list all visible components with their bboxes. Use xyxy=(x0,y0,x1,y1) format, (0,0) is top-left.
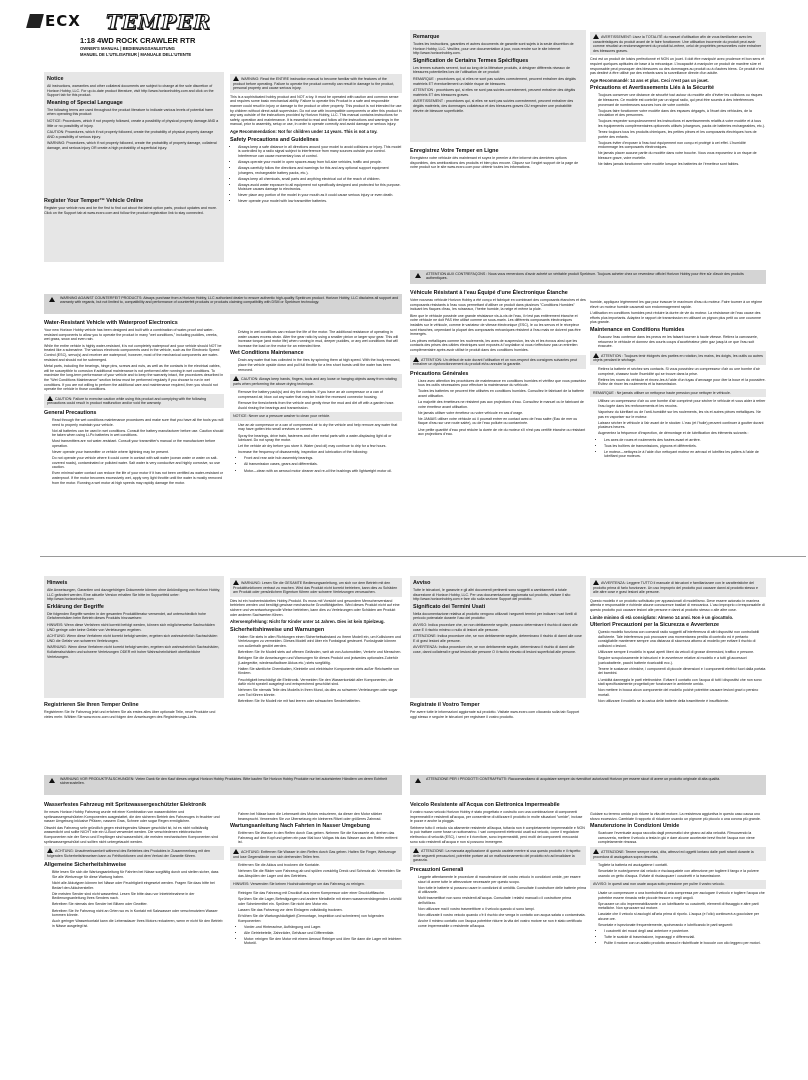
de-water-p1: Ihr neues Horizon Hobby Fahrzeug wurde mit einer Kombination von wasserdichten und spritzwassergeschützten Komponenten ausgestattet, die den sicheren Betrieb des Fahrzeuges in feuchter und nasser Umgebung inklusive Pfützen, nassem Gras, Schnee oder sogar Regen ermöglichen. xyxy=(44,810,220,824)
fr-remarque-text: Toutes les instructions, garanties et autres documents de garantie sont sujets à la seule discrétion de Horizon Hobby, LLC. Veuillez, pour une documentation à jour, vous rendre sur le site internet http://www.horizonhobby.com. xyxy=(413,42,574,56)
fr-attention-hang xyxy=(590,351,766,365)
list-item: • Molti trasmettitori non sono resistenti all'acqua. Consultate i relativi manuali o il costruttore prima dell'utilizzo. xyxy=(418,896,586,905)
en-intro xyxy=(44,72,224,262)
fr-general-list xyxy=(410,379,586,437)
en-safety xyxy=(230,72,402,206)
en-notice-pressure: NOTICE: Never use a pressure washer to clean your vehicle. xyxy=(230,412,402,421)
list-item: • Ne faites jamais fonctionner votre modèle lorsque les batteries de l'émetteur sont faibles. xyxy=(598,162,766,167)
fr-remarque-term: REMARQUE : procédures qui, si elles ne sont pas suivies correctement, peuvent entraîner des dégâts matériels ET éventuellement un faible risque de blessures. xyxy=(413,76,576,86)
fr-maint-list-3 xyxy=(590,399,766,436)
list-item: • Non utilizzare mai il vostro trasmettitore o il veicolo quando ci sono lampi. xyxy=(418,907,586,912)
de-register xyxy=(44,700,224,721)
de-warning-read xyxy=(230,578,402,597)
it-water-p2: Sebbene tutto il veicolo sia altamente resistente all'acqua, tuttavia non è completamente impermeabile e NON lo può trattare come fosse un sottomarino. I vari componenti elettronici usati sul veicolo, come il regolatore elettronico di velocità (ESC), i servi e il ricevitore, sono impermeabili, però molti dei componenti meccanici sono solo resistenti all'acqua e non si possono immergere. xyxy=(410,825,585,844)
list-item: • Befolgen Sie die Anweisungen und Warnungen für dieses Produkt und jedwedes optionales Zubehör (Ladegeräte, wiederaufladbare Akkus etc.) stets sorgfältig. xyxy=(238,656,402,665)
list-item: • Bitte lesen Sie sich die Wartungsanleitung für Fahrten bei Nässe sorgfältig durch und stellen sicher, dass Sie alle Werkzeuge für diese Wartung haben. xyxy=(52,870,224,879)
fr-humid-text-2: L'utilisation en conditions humides peut réduire la durée de vie du moteur. La résistance de l'eau cause des efforts plus importants. Adaptez le rapport de transmission en utilisant un pignon plus petit ou une couronne plus grande. xyxy=(590,311,761,325)
fr-avert-read xyxy=(590,32,766,55)
en-general-heading: General Precautions xyxy=(44,409,97,416)
de-wart-heading: Wartungsanleitung Nach Fahrten in Nasser Umgebung xyxy=(230,823,370,830)
en-notice-heading: Notice xyxy=(47,76,64,82)
list-item: • Betreiben Sie Ihr Modell stets auf offenen Geländen, weit ab von Automobilen, Verkehr und Menschen. xyxy=(238,650,402,655)
list-item: • Seguire scrupolosamente le istruzioni e le avvertenze relative al modello e a tutti gli accessori (caricabatterie, pacchi batterie ricaricabili ecc.). xyxy=(598,656,766,665)
it-manut-list-3 xyxy=(590,891,766,928)
de-general-list xyxy=(44,870,224,928)
list-item: • Erhöhen Sie die Wartungshäufigkeit (Demontage, Inspektion und schmieren) von folgenden Komponenten: xyxy=(238,914,402,923)
list-item: • L'umidità danneggia le parti elettroniche. Evitare il contatto con l'acqua di tutti i dispositivi che non sono stati specificatamente progettati per funzionare in ambiente umido. xyxy=(598,678,766,687)
caution-icon xyxy=(593,353,599,358)
caution-icon xyxy=(593,849,599,854)
list-item: • Betreiben Sie niemals den Sender bei Blitzen oder Gewitter. xyxy=(52,902,224,907)
page-divider xyxy=(40,556,806,557)
en-caution-wet-text: CAUTION: Failure to exercise caution while using this product and complying with the following precautions could result in product malfunction and/or void the warranty. xyxy=(47,396,207,406)
de-wart-list-3 xyxy=(230,891,402,923)
en-water-heading: Water-Resistant Vehicle with Waterproof Electronics xyxy=(44,320,178,326)
list-item: • Do not operate your vehicle where it could come in contact with salt water (ocean water or water on salt-covered roads), contaminated or polluted water. Salt water is very conductive and highly corrosive, so use caution. xyxy=(52,456,224,470)
de-erk-achtung: ACHTUNG: Wenn diese Verfahren nicht korrekt befolgt werden, ergeben sich wahrscheinlich Sachschäden UND die Gefahr von schweren Verletzungen. xyxy=(47,634,218,643)
list-item: • Driving in wet conditions can reduce the life of the motor. The additional resistance of operating in water causes excess strain. Alter the gear ratio by using a smaller pinion or larger spur gear. This will increase torque (and motor life) when running in mud, deeper puddles, or any wet conditions that will increase the load on the motor for an extended time. xyxy=(238,330,402,348)
it-sign-heading: Significato dei Termini Usati xyxy=(413,603,486,610)
en-water-p2: While the entire vehicle is highly water-resistant, it is not completely waterproof and your vehicle should NOT be treated like a submarine. The various electronic components used in the vehicle, such as the Electronic Speed Control (ESC), servo(s) and receiver are waterproof, however, most of the mechanical components are water-resistant and should not be submerged. xyxy=(44,343,222,362)
fr-intro xyxy=(410,30,586,142)
caution-icon xyxy=(47,848,53,853)
list-item: • Pulite il motore con un adatto prodotto aerosol e rilubrificate le boccole con olio leggero per motori. xyxy=(604,941,766,946)
list-item: • Halten Sie sämtliche Chemikalien, Kleinteile und elektrische Komponente stets außer Reichweite von Kindern. xyxy=(238,667,402,676)
de-counterfeit-warning xyxy=(44,775,402,795)
it-register-text: Per avere tutte le informazioni aggiornate sul prodotto. Visitate www.ecxrc.com cliccando sulla tab Support oggi stesso e seguire le istruzioni per registrare il vostro prodotto. xyxy=(410,710,580,719)
list-item: • Alle Getriebeteile, Zahnräder, Gehäuse und Differentiale. xyxy=(244,931,402,936)
it-general-heading: Precauzioni Generali xyxy=(410,866,464,873)
warning-icon xyxy=(49,297,55,302)
fr-general-heading: Précautions Générales xyxy=(410,370,469,377)
list-item: • Never operate your model with low transmitter batteries. xyxy=(238,199,402,204)
fr-prec-heading: Précautions et Avertissements Liés à la Sécurité xyxy=(590,85,714,92)
list-item: • Non utilizzare il modello se la carica delle batterie della trasmittente è insufficiente. xyxy=(598,699,766,704)
list-item: • Use an air compressor or a can of compressed air to dry the vehicle and help remove any water that may have gotten into small crevices or corners. xyxy=(238,423,402,432)
it-safety xyxy=(590,576,766,772)
fr-register-text: Enregistrez votre véhicule dès maintenant et soyez le premier à être informé des dernières options disponibles, des améliorations des produits et bien plus encore. Cliquez sur l'onglet support de la page de votre produit sur le site www.ecxrc.com pour obtenir toutes les informations. xyxy=(410,156,579,170)
en-register xyxy=(44,196,224,217)
en-caution-wet xyxy=(44,394,224,408)
de-maintenance xyxy=(230,812,402,1070)
en-register-heading: Register Your Temper™ Vehicle Online xyxy=(44,198,144,204)
it-manut-list xyxy=(590,831,766,845)
it-avviso-heading: Avviso xyxy=(413,580,431,586)
de-general-heading: Allgemeine Sicherheitshinweise xyxy=(44,862,127,869)
de-intro xyxy=(44,576,224,698)
de-hinweis-text: Alle Anweisungen, Garantien und dazugehörigen Dokumente können ohne Ankündigung von Horizon Hobby, LLC geändert werden. Eine aktuelle Version erhalten Sie bitte im Supportfeld unter: http://www.horizonhobby.com xyxy=(47,588,221,602)
ecx-logo xyxy=(28,12,81,30)
de-safety xyxy=(230,576,402,762)
list-item: • La majorité des émetteurs ne résistent pas aux projections d'eau. Consultez le manuel ou le fabricant de votre émetteur avant utilisation. xyxy=(418,400,586,409)
fr-attention-box-text: ATTENTION: Un défaut de soin durant l'utilisation et un non-respect des consignes suivantes peut entraîner un dysfonctionnement du produit et/ou annuler la garantie. xyxy=(413,357,578,367)
list-item: • Smontate e ispezionate frequentemente, spolverando e lubrificando le parti seguenti: xyxy=(598,923,766,928)
ecx-mark-icon xyxy=(26,14,44,28)
it-avviso-term: AVVISO: Indica procedure che, se non debitamente seguite, possono determinare il rischio di danni alle cose E il rischio minimo o nullo di lesioni alle persone. xyxy=(413,622,578,632)
list-item: • Read through the wet conditions maintenance procedures and make sure that you have all the tools you will need to properly maintain your vehicle. xyxy=(52,418,224,427)
list-item: • Spruzzare un olio impermeabilizzante o un lubrificante su cuscinetti, elementi di fissaggio e altre parti metalliche. Non spruzzare sul motore. xyxy=(598,902,766,911)
fr-sub-list xyxy=(590,438,766,459)
list-item: • Smontate le ruote/gomme dal veicolo e risciacquatele con attenzione per togliere il fango e la polvere usando un getto d'acqua. Evitate di risciacquare i cuscinetti e la trasmissione. xyxy=(598,869,766,878)
list-item: • Les axes de roues et roulements des fusées avant et arrière. xyxy=(604,438,766,443)
it-water-p1: Il vostro nuovo veicolo Horizon Hobby è stato progettato e costruito con una combinazione di componenti impermeabili e resistenti all'acqua, per consentirne di utilizzare il prodotto in molte situazioni "umide", incluse le pozze e anche la pioggia. xyxy=(410,810,583,824)
de-sub-list xyxy=(230,925,402,946)
it-water xyxy=(410,800,586,1070)
list-item: • Never operate your transmitter or vehicle where lightning may be present. xyxy=(52,450,224,455)
it-attenz-hang-text: ATTENZIONE: Tenere sempre mani, dita, attrezzi ed oggetti lontano dalle parti rotanti durante la procedura di asciugatura sopra descritta. xyxy=(593,849,754,859)
en-meaning-caution: CAUTION: Procedures, which if not properly followed, create the probability of physical property damage AND a possibility of serious injury. xyxy=(47,130,214,139)
list-item: • Non tutte le batterie si possono usare in condizioni di umidità. Consultate il costruttore delle batterie prima di utilizzarle. xyxy=(418,886,586,895)
it-counterfeit-warning xyxy=(410,775,766,795)
list-item: • Front and rear axle hub assembly bearings. xyxy=(244,456,402,461)
it-register-heading: Registrate il Vostro Temper xyxy=(410,702,480,708)
list-item: • Retirez la batterie et séchez ses contacts. Si vous possédez un compresseur d'air ou une bombe d'air comprimé, chassez toute l'humidité qui se trouve dans la prise. xyxy=(598,367,766,376)
warning-icon xyxy=(415,273,421,278)
fr-maintenance xyxy=(590,300,766,550)
en-wet-maint-heading: Wet Conditions Maintenance xyxy=(230,350,304,357)
list-item: • Utilizzare sempre il modello in spazi aperti liberi da veicoli di grosse dimensioni, traffico e persone. xyxy=(598,650,766,655)
fr-water-p1: Votre nouveau véhicule Horizon Hobby a été conçu et fabriqué en combinant des composants étanches et des composants résistants à l'eau vous permettant d'utiliser ce produit dans plusieurs "Conditions Humides" incluant les flaques d'eau, les ruisseaux, l'herbe humide, la neige et même la pluie. xyxy=(410,298,586,312)
en-sophisticated-text: This is a sophisticated hobby product and NOT a toy. It must be operated with caution and common sense and requires some basic mechanical ability. Failure to operate this Product in a safe and responsible manner could result in injury or damage to the product or other property. This product is not intended for use by children without direct adult supervision. Do not use with incompatible components or alter this product in any way outside of the instructions provided by Horizon Hobby, LLC. This manual contains instructions for safety, operation and maintenance. It is essential to read and follow all the instructions and warnings in the manual, prior to assembly, setup or use, in order to operate correctly and avoid damage or serious injury. xyxy=(230,94,402,127)
en-caution-hang xyxy=(230,374,402,388)
list-item: • Let the vehicle air dry before you store it. Water (and oil) may continue to drip for a few hours. xyxy=(238,444,402,449)
it-register xyxy=(410,700,586,721)
it-avvert-read-text: AVVERTENZA: Leggere TUTTO il manuale di istruzioni e familiarizzare con le caratteristiche del prodotto prima di farlo funzionare. Un uso improprio del prodotto può causare danni al prodotto stesso e alle altre cose e gravi lesioni alle persone. xyxy=(593,581,759,595)
de-wart-list-2 xyxy=(230,863,402,878)
it-intro xyxy=(410,576,586,698)
list-item: • Vaporisez du lubrifiant ou de l'anti-humidité sur les roulements, les vis et autres pièces métalliques. Ne pas en vaporiser sur le moteur. xyxy=(598,410,766,419)
list-item: • Ne jamais utiliser votre émetteur ou votre véhicule en cas d'orage. xyxy=(418,411,586,416)
it-avviso-pressure: AVVISO: In questi casi non usate acqua sotto pressione per pulire il vostro veicolo. xyxy=(590,880,766,889)
list-item: • Drain any water that has collected in the tires by spinning them at high speed. With the body removed, place the vehicle upside down and pull full throttle for a few short bursts until the water has been removed. xyxy=(238,358,402,372)
it-attenz-box xyxy=(410,846,586,865)
it-counterfeit-text: ATTENZIONE PER I PRODOTTI CONTRAFFATTI: Raccomandiamo di acquistare sempre da rivenditori autorizzati Horizon per essere sicuri di avere un prodotto originale di alta qualità. xyxy=(426,777,721,781)
fr-attention-box xyxy=(410,355,586,369)
fr-water-heading: Véhicule Résistant à l'eau Équipé d'une Électronique Étanche xyxy=(410,290,568,296)
en-warning-read xyxy=(230,74,402,93)
list-item: • Ne JAMAIS utiliser votre véhicule où il pourrait entrer en contact avec de l'eau salée (Eau de mer ou flaque d'eau sur une route salée), ou de l'eau polluée ou contaminée. xyxy=(418,417,586,426)
list-item: • Always keep a safe distance in all directions around your model to avoid collisions or injury. This model is controlled by a radio signal subject to interference from many sources outside your control. Interference can cause momentary loss of control. xyxy=(238,145,402,159)
list-item: • Retirez les roues du véhicule et rincez-les à l'aide d'un tuyau d'arrosage pour ôter la boue et la poussière. Évitez de rincer les roulements et la transmission. xyxy=(598,378,766,387)
list-item: • Remove the tires/wheels from the vehicle and gently rinse the mud and dirt off with a garden hose. Avoid rinsing the bearings and transmission. xyxy=(238,401,402,410)
list-item: • Lisez avec attention les procédures de maintenance en conditions humides et vérifiez que vous possédez tous les outils nécessaires pour effectuer la maintenance du véhicule. xyxy=(418,379,586,388)
list-item: • Lasciate che il veicolo si asciughi all'aria prima di riporlo. L'acqua (e l'olio) continuerà a gocciolare per alcune ore. xyxy=(598,912,766,921)
de-water-heading: Wasserfestes Fahrzeug mit Spritzwassergeschützter Elektronik xyxy=(44,802,207,808)
list-item: • Remove the battery pack(s) and dry the contacts. If you have an air compressor or a can of compressed air, blow out any water that may be inside the recessed connector housing. xyxy=(238,390,402,399)
model-title: 1:18 4WD ROCK CRAWLER RTR xyxy=(80,36,196,45)
list-item: • Toujours respecter scrupuleusement les instructions et avertissements relatifs à votre modèle et à tous les équipements complémentaires optionnels utilisés (chargeurs, packs de batteries rechargeables, etc.). xyxy=(598,119,766,128)
list-item: • Toujours éviter d'exposer à l'eau tout équipement non conçu et protégé à cet effet. L'humidité endommage les composants électroniques. xyxy=(598,141,766,150)
list-item: • Leggete attentamente le procedure di manutenzione del vostro veicolo in condizioni umide, per essere sicuri di avere tutte le attrezzature necessarie per questo scopo. xyxy=(418,875,586,884)
en-age-recommendation: Age Recommendation: Not for children under 14 years. This is not a toy. xyxy=(230,128,378,134)
de-achtung-box xyxy=(44,846,224,860)
list-item: • Anche il minimo contatto con l'acqua potrebbe ridurre la vita del vostro motore se non è stato certificato come impermeabile o resistente all'acqua. xyxy=(418,919,586,928)
fr-prec-list xyxy=(590,93,766,166)
list-item: • Always operate your model in open spaces away from full-size vehicles, traffic and people. xyxy=(238,160,402,165)
list-item: • Le moteur—nettoyez-le à l'aide d'un nettoyant moteur en aérosol et lubrifiez les paliers à l'aide de lubrifiant pour moteurs. xyxy=(604,450,766,459)
it-avvert-read xyxy=(590,578,766,597)
list-item: • Spray the bearings, drive train, fasteners and other metal parts with a water-displacing light oil or lubricant. Do not spray the motor. xyxy=(238,434,402,443)
list-item: • Lassen Sie das Fahrzeug vor dem Einlagern vollständig trocknen. xyxy=(238,908,402,913)
en-warning-read-text: WARNING: Read the ENTIRE instruction manual to become familiar with the features of the product before operating. Failure to operate the product correctly can result in damage to the product, personal property and cause serious injury. xyxy=(233,77,395,91)
fr-register xyxy=(410,146,586,172)
list-item: • Ne jamais placer aucune partie du modèle dans votre bouche. Vous vous exposeriez à un risque de blessure grave, voire mortelle. xyxy=(598,151,766,160)
fr-avert-term: AVERTISSEMENT : procédures qui, si elles ne sont pas suivies correctement, peuvent entraîner des dégâts matériels, des dommages collatéraux et des blessures graves OU engendrer une probabilité élevée de blessure superficielle. xyxy=(413,99,574,113)
warning-icon xyxy=(49,778,55,783)
en-wet-maint-list-2 xyxy=(230,390,402,410)
en-water-p1: Your new Horizon Hobby vehicle has been designed and built with a combination of water-proof and water-resistant components to allow you to operate the product in many "wet conditions," including puddles, creeks, wet grass, snow and even rain. xyxy=(44,328,218,342)
list-item: • Scaricare l'eventuale acqua raccolta dagli pneumatici che girano ad alta velocità. Rimuovendo la carrozzeria, mettere il veicolo a testa in giù e dare alcune accelerate brevi finché l'acqua non viene completamente rimossa. xyxy=(598,831,766,845)
warning-icon xyxy=(593,580,599,585)
list-item: • Évacuez l'eau contenue dans les pneus en les faisant tourner à haute vitesse. Retirez la carrosserie, retournez le véhicule et donnez des courts coups d'accélérateur plein gaz jusqu'à ce que l'eau soit évacuée. xyxy=(598,335,766,349)
de-sophisticated-text: Dies ist ein hochentwickeltes Hobby-Produkt. Es muss mit Vorsicht und gesundem Menschenverstand betrieben werden und benötigt gewisse mechanische Grundfähigkeiten. Wird dieses Produkt nicht auf eine sichere und verantwortungsvolle Weise betrieben, kann dies zu Verletzungen oder Schäden am Produkt oder anderen Sachwerten führen. xyxy=(230,598,400,617)
it-avviso-text: Tutte le istruzioni, le garanzie e gli altri documenti pertinenti sono soggetti a cambiamenti a totale discrezione di Horizon Hobby, LLC. Per una documentazione aggiornata sul prodotto, visitare il sito http://www.horizonhobby.com e fare clic sulla sezione Support del prodotto. xyxy=(413,588,571,602)
warning-icon xyxy=(415,778,421,783)
de-safety-list xyxy=(230,635,402,704)
list-item: • Increase the frequency of disassembly, inspection and lubrication of the following: xyxy=(238,450,402,455)
en-meaning-heading: Meaning of Special Language xyxy=(47,99,123,106)
list-item: • Die meisten Sender sind nicht wasserfest. Lesen Sie bitte dazu vor Inbetriebnahme in der Bedienungsanleitung Ihres Senders nach. xyxy=(52,892,224,901)
caution-icon xyxy=(413,848,419,853)
en-general-list xyxy=(44,418,224,485)
fr-humid-text: humide, appliquez légèrement les gaz pour évacuer le maximum d'eau du moteur. Faire tourner à un régime élevé un moteur humide causerait son endommagement rapide. xyxy=(590,300,763,309)
list-item: • Reinigen Sie das Fahrzeug mit Druckluft aus einem Kompressor oder einer Druckluftflasche. xyxy=(238,891,402,896)
en-wet-maint-list xyxy=(230,358,402,372)
de-water-p2: Obwohl das Fahrzeug sehr gründlich gegen eindringendes Wasser geschützt ist, ist es nicht vollständig wasserdicht und sollte NICHT wie ein U-Boot verwendet werden. Die verschiedenen elektronischen Komponenten wie der Servo und Empfänger sind wasserdicht, die meisten mechanischen Komponenten sind spritzwassergeschützt und sollten nicht untergetaucht werden. xyxy=(44,825,218,844)
caution-icon xyxy=(233,376,239,381)
fr-maint-heading: Maintenance en Conditions Humides xyxy=(590,326,685,333)
de-driving-list xyxy=(230,812,402,821)
list-item: • Most transmitters are not water-resistant. Consult your transmitter's manual or the manufacturer before operation. xyxy=(52,439,224,448)
en-meaning-notice: NOTICE: Procedures, which if not properly followed, create a possibility of physical property damage AND a little or no possibility of injury. xyxy=(47,118,219,128)
it-water-heading: Veicolo Resistente all'Acqua con Elettronica Impermeabile xyxy=(410,802,560,808)
fr-safety xyxy=(590,30,766,262)
list-item: • Always keep all chemicals, small parts and anything electrical out of the reach of children. xyxy=(238,177,402,182)
list-item: • All transmission cases, gears and differentials. xyxy=(244,462,402,467)
fr-register-heading: Enregistrez Votre Temper en Ligne xyxy=(410,148,499,154)
list-item: • Augmentez la fréquence d'inspection, de démontage et de lubrification des éléments suivants : xyxy=(598,431,766,436)
en-counterfeit-warning xyxy=(44,294,402,314)
list-item: • Tous les boîtiers de transmissions, pignons et différentiels. xyxy=(604,444,766,449)
it-attenz-box-text: ATTENZIONE: La mancata applicazione di questo cautele mentre si usa questo prodotto e il rispetto delle seguenti precauzioni, potrebbe portare ad un malfunzionamento del prodotto e/o ad invalidare la garanzia. xyxy=(413,849,581,863)
list-item: • Non utilizzate il vostro veicolo quando c'è il rischio che venga in contatto con acqua salata o contaminata. xyxy=(418,913,586,918)
manual-subtitle: OWNER'S MANUAL | BEDIENUNGSANLEITUNG xyxy=(80,46,175,51)
en-water-p3: Metal parts, including the bearings, hinge pins, screws and nuts, as well as the contacts in the electrical cables, will be susceptible to corrosion if additional maintenance is not performed after running in wet conditions. To maximize the long-term performance of your vehicle and to keep the warranty intact, the procedures described in the "Wet Conditions Maintenance" section below must be performed regularly if you choose to run in wet conditions. If you are not willing to perform the additional care and maintenance required, then you should not operate the vehicle in those conditions. xyxy=(44,364,224,392)
it-umido-text: Guidare su terreno umido può ridurre la vita del motore. La resistenza aggiuntiva in questo caso causa uno sforzo eccessivo. Cambiate il rapporto di riduzione usando un pignone più piccolo o una corona più grande. xyxy=(590,812,761,821)
it-avvert-term: AVVERTENZA: Indica procedure che, se non debitamente seguite, determinano il rischio di danni alle cose, danni collaterali e gravi lesioni alle persone O il rischio elevato di lesioni superficiali alle persone. xyxy=(413,645,577,654)
it-attenz-term: ATTENZIONE: Indica procedure che, se non debitamente seguite, determinano il rischio di danni alle cose E di gravi lesioni alle persone. xyxy=(413,634,582,643)
list-item: • Questo modello funziona con comandi radio soggetti all'interferenza di altri dispositivi non controllabili dall'utente. Tale interferenza può provocare una momentanea perdita di controllo ed è pertanto consigliabile mantenere sempre una distanza di sicurezza attorno al modello per evitare il rischio di collisioni o lesioni. xyxy=(598,630,766,648)
fr-maint-list xyxy=(590,335,766,349)
list-item: • Even minimal water contact can reduce the life of your motor if it has not been certified as water-resistant or waterproof. If the motor becomes excessively wet, apply very light throttle until the water is mostly removed from the motor. Running a wet motor at high speeds may rapidly damage the motor. xyxy=(52,471,224,485)
list-item: • Sprühen Sie die Lager, Befestigungen und andere Metallteile mit einem wasserverdrängenden Leichtöl oder Schmiermittel ein. Sprühen Sie nicht den Motor ein. xyxy=(238,897,402,906)
de-erk-warnung: WARNUNG: Wenn diese Verfahren nicht korrekt befolgt werden, ergeben sich wahrscheinlich Sachschäden, Kollateralschäden und schwere Verletzungen ODER mit hoher Wahrscheinlichkeit oberflächliche Verletzungen. xyxy=(47,645,220,659)
it-maintenance xyxy=(590,812,766,1070)
fr-attention-term: ATTENTION : procédures qui, si elles ne sont pas suivies correctement, peuvent entraîner des dégâts matériels ET des blessures graves. xyxy=(413,88,576,97)
list-item: • Fahren bei Nässe kann die Lebenszeit des Motors reduzieren, da dieser den Motor stärker beansprucht. Verwenden Sie zur Übersetzung ein kleineres Ritzel oder größeres Zahnrad. xyxy=(238,812,402,821)
en-maintenance xyxy=(230,330,402,550)
de-counterfeit-text: WARNUNG VOR PRODUKTFÄLSCHUNGEN: Vielen Dank für den Kauf dieses original Horizon Hobby Produktes. Bitte kaufen Sie Horizon Hobby Produkte nur bei autorisierten Händlern um deren Echtheit sicherzustellen. xyxy=(60,777,387,786)
list-item: • Togliete la batteria ed asciugatene i contatti. xyxy=(598,863,766,868)
list-item: • Auch geringer Wasserkontakt kann die Lebensdauer Ihres Motors reduzieren, wenn er nicht für den Betrieb in Nässe ausgelegt ist. xyxy=(52,919,224,928)
fr-water-p3: Les pièces métalliques comme les roulements, les axes de suspension, les vis et les écrous ainsi que les contacts des prises des câbles électriques sont exposés à l'oxydation si vous n'effectuez pas un entretien complémentaire après avoir utilisé le produit dans des conditions humides. xyxy=(410,338,578,352)
list-item: • I cuscinetti dei mozzi degli assi anteriore e posteriore. xyxy=(604,929,766,934)
caution-icon xyxy=(233,849,239,854)
list-item: • Nehmen Sie die Räder vom Fahrzeug ab und spülen vorsichtig Dreck und Schmutz ab. Vermeiden Sie das Abspülen der Lager und des Getriebes. xyxy=(238,869,402,878)
en-notice-text: All instructions, warranties and other collateral documents are subject to change at the sole discretion of Horizon Hobby, LLC. For up-to-date product literature, visit http://www.horizonhobby.com and click on the Support tab for this product. xyxy=(47,84,214,98)
de-safety-heading: Sicherheitshinweise und Warnungen xyxy=(230,626,325,633)
de-register-heading: Registrieren Sie Ihren Temper Online xyxy=(44,702,139,708)
it-prec-list xyxy=(590,630,766,703)
list-item: • Une petite quantité d'eau peut réduire la durée de vie du moteur s'il n'est pas certifié étanche ou résistant aux projections d'eau. xyxy=(418,428,586,437)
list-item: • Always avoid water exposure to all equipment not specifically designed and protected for this purpose. Moisture causes damage to electronics. xyxy=(238,183,402,192)
caution-icon xyxy=(413,357,419,362)
en-counterfeit-text: WARNING AGAINST COUNTERFEIT PRODUCTS: Always purchase from a Horizon Hobby, LLC authorized dealer to ensure authentic high-quality Spektrum product. Horizon Hobby, LLC disclaims all support and warranty with regards, but not limited to, compatibility and performance of counterfeit products or products claiming compatibility with DSM or Spektrum technology. xyxy=(60,296,399,305)
list-item: • Betreiben Sie Ihr Modell nie mit fast leeren oder schwachen Senderbatterien. xyxy=(238,699,402,704)
it-general-list xyxy=(410,875,586,928)
list-item: • Nicht alle Akkutypen können bei Nässe oder Feuchtigkeit eingesetzt werden. Fragen Sie dazu bitte bei Bedarf den Akkuhersteller. xyxy=(52,881,224,890)
warning-icon xyxy=(593,34,599,39)
it-attenz-hang xyxy=(590,847,766,861)
list-item: • Never place any portion of the model in your mouth as it could cause serious injury or even death. xyxy=(238,193,402,198)
list-item: • Not all batteries can be used in wet conditions. Consult the battery manufacturer before use. Caution should be taken when using Li-Po batteries in wet conditions. xyxy=(52,429,224,438)
warning-icon xyxy=(233,76,239,81)
fr-water xyxy=(410,288,586,550)
list-item: • Toutes les batteries ne peuvent être utilisées en conditions humides. Consultez le fabricant de la batterie avant utilisation. xyxy=(418,389,586,398)
en-safety-list xyxy=(230,145,402,205)
list-item: • Tenere le sostanze chimiche, i componenti di piccole dimensioni e i componenti elettrici fuori dalla portata dei bambini. xyxy=(598,667,766,676)
fr-signif-heading: Signification de Certains Termes Spécifiques xyxy=(413,57,529,64)
en-caution-hang-text: CAUTION: Always keep hands, fingers, tools and any loose or hanging objects away from rotating parts when performing the above drying technique. xyxy=(233,377,397,386)
en-safety-heading: Safety Precautions and Guidelines xyxy=(230,136,319,143)
list-item: • Nehmen Sie niemals Teile des Modells in Ihren Mund, da dies zu schweren Verletzungen oder sogar zum Tod führen könnte. xyxy=(238,688,402,697)
list-item: • Always carefully follow the directions and warnings for this and any optional support equipment (chargers, rechargeable battery packs, etc.). xyxy=(238,166,402,175)
list-item: • Vorder-und Hinterachse, Aufhängung und Lager. xyxy=(244,925,402,930)
fr-avert-read-text: AVERTISSEMENT: Lisez la TOTALITÉ du manuel d'utilisation afin de vous familiariser avec les caractéristiques du produit avant de le faire fonctionner. Une utilisation incorrecte du produit peut avoir comme résultat un endommagement du produit lui-même, celui de propriétés personnelles voire entraîner des blessures graves. xyxy=(593,35,762,53)
ecx-logo-text: ECX xyxy=(45,12,81,30)
temper-logo: TEMPER xyxy=(106,10,212,34)
list-item: • Toujours conserver une distance de sécurité tout autour du modèle afin d'éviter les collisions ou risques de blessures. Ce modèle est contrôlé par un signal radio, qui peut être soumis à des interférences provenant de nombreuses sources hors de votre contrôle. xyxy=(598,93,766,107)
it-questo-text: Questo modello è un prodotto sofisticato per appassionati di modellismo. Deve essere azionato in maniera attenta e responsabile e richiede alcune conoscenze basilari di meccanica. L'uso improprio o irresponsabile di questo prodotto può causare lesioni alle persone e danni al prodotto stesso o alle altre cose. xyxy=(590,598,765,612)
en-driving-list xyxy=(230,330,402,348)
fr-counterfeit-text: ATTENTION AUX CONTREFAÇONS : Nous vous remercions d'avoir acheté un véritable produit Spektrum. Toujours acheter chez un revendeur officiel Horizon Hobby pour être sûr d'avoir des produits authentiques. xyxy=(426,272,744,281)
de-achtung-hang-text: ACHTUNG: Entfernen Sie Wasser in den Reifen durch Gas geben. Halten Sie Finger, Werkzeuge und lose Gegenstände von sich drehenden Teilen fern. xyxy=(233,849,397,859)
fr-remarque-heading: Remarque xyxy=(413,34,440,40)
de-achtung-box-text: ACHTUNG: Unaufmerksamkeit während des Betriebes des Produktes in Zusammenhang mit den folgenden Sicherheitshinweisen kann zu Fehlfunktionen und dem Verlust der Garantie führen. xyxy=(47,849,210,858)
fr-maint-list-2 xyxy=(590,367,766,387)
en-meaning-text: The following terms are used throughout the product literature to indicate various levels of potential harm when operating this product: xyxy=(47,107,214,117)
en-register-text: Register your vehicle now and be the first to find out about the latest option parts, product updates and more. Click on the Support tab at www.ecxrc.com and follow the product registration link to stay connected. xyxy=(44,206,218,215)
fr-signif-text: Les termes suivants servent, tout au long de la littérature produits, à désigner différents niveaux de blessures potentielles lors de l'utilisation de ce produit: xyxy=(413,65,570,75)
list-item: • Halten Sie stets in allen Richtungen einen Sicherheitsabstand zu Ihrem Modell ein, um Kollisionen und Verletzungen zu vermeiden. Dieses Modell wird über ein Funksignal gesteuert. Funksignale können von außerhalb gestört werden. xyxy=(238,635,402,649)
list-item: • Motor—clean with an aerosol motor cleaner and re-oil the bushings with lightweight motor oil. xyxy=(244,469,402,474)
de-erk-text: Die folgenden Begriffe werden in der gesamten Produktliteratur verwendet, auf unterschiedlich hohe Gefahrenrisiken beim Betrieb dieses Produkts hinzuweisen: xyxy=(47,611,206,621)
it-manut-list-2 xyxy=(590,863,766,878)
it-sign-text: Nella documentazione relativa al prodotto vengono utilizzati i seguenti termini per indicare i vari livelli di pericolo potenziale durante l'uso del prodotto: xyxy=(413,611,577,621)
list-item: • Feuchtigkeit beschädigt die Elektronik. Vermeiden Sie den Wasserkontakt aller Komponenten, die dafür nicht speziell ausgelegt und entsprechend geschützt sind. xyxy=(238,678,402,687)
it-prec-heading: Ulteriori Precauzioni per la Sicurezza e Avvertenze xyxy=(590,622,720,629)
de-achtung-hang xyxy=(230,847,402,861)
list-item: • Tutte le scatole di trasmissione, ingranaggi e differenziali. xyxy=(604,935,766,940)
fr-ceci-text: Ceci est un produit de loisirs perfectionné et NON un jouet. Il doit être manipulé avec prudence et bon sens et requiert quelques aptitudes de base à la mécanique. L'incapacité à manipuler ce produit de manière sûre et responsable peut provoquer des blessures ou des dommages au produit ou à d'autres biens. Ce produit n'est pas destiné à être utilisé par des enfants sans la surveillance directe d'un adulte. xyxy=(590,57,765,76)
fr-water-p2: Bien que le véhicule possède une grande résistance vis-à-vis de l'eau, il n'est pas entièrement étanche et votre véhicule ne doit PAS être utilisé comme un sous-marin. Les différents composants électroniques installés sur le véhicule, comme le variateur de vitesse électronique (ESC), le ou les servos et le récepteur sont étanches, cependant la plupart des composants mécaniques résistent à l'eau mais ne doivent pas être immergés. xyxy=(410,313,581,337)
de-age: Altersempfehlung: Nicht für Kinder unter 14 Jahren. Dies ist kein Spielzeug. xyxy=(230,619,385,625)
list-item: • Tenez toujours tous les produits chimiques, les petites pièces et les composants électriques hors de portée des enfants. xyxy=(598,130,766,139)
fr-age: Age Recommandé: 14 ans et plus. Ceci n'est pas un jouet. xyxy=(590,77,709,83)
list-item: • Toujours faire fonctionner votre modèle dans des espaces dégagés, à l'écart des véhicules, de la circulation et des personnes. xyxy=(598,109,766,118)
en-water xyxy=(44,318,224,548)
list-item: • Entfernen Sie Wasser in den Reifen durch Gas geben. Nehmen Sie die Karosserie ab, drehen das Fahrzeug auf den Kopf und geben ein paar Mal kurz Vollgas bis das Wasser aus den Reifen entfernt ist. xyxy=(238,831,402,845)
brand-header xyxy=(28,12,218,72)
caution-icon xyxy=(47,396,53,401)
de-hinweis-pressure: HINWEIS: Verwenden Sie keinen Hochdruckreiniger um das Fahrzeug zu reinigen. xyxy=(230,880,402,889)
list-item: • Non mettere in bocca alcun componente del modello poiché potrebbe causare lesioni gravi o persino mortali. xyxy=(598,688,766,697)
list-item: • Entfernen Sie die Akkus und trocknen die Kontakte. xyxy=(238,863,402,868)
en-meaning-warning: WARNING: Procedures, which if not properly followed, create the probability of property damage, collateral damage, and serious injury OR create a high probability of superficial injury. xyxy=(47,141,217,150)
de-wart-list xyxy=(230,831,402,845)
it-manut-heading: Manutenzione in Condizioni Umide xyxy=(590,823,680,830)
en-sub-list xyxy=(230,456,402,473)
de-hinweis-heading: Hinweis xyxy=(47,580,68,586)
it-sub-list xyxy=(590,929,766,946)
list-item: • Laissez sécher le véhicule à l'air avant de le stocker. L'eau (et l'huile) peuvent continuer à goutter durant plusieurs heures. xyxy=(598,421,766,430)
it-age: Limite minimo di età consigliato: Almeno 14 anni. Non è un giocattolo. xyxy=(590,614,734,620)
fr-attention-hang-text: ATTENTION : Toujours tenir éloignés des parties en rotation, les mains, les doigts, les outils ou autres objets pendant le séchage. xyxy=(593,353,763,363)
list-item: • Betreiben Sie Ihr Fahrzeug nicht an Orten wo es in Kontakt mit Salzwasser oder verschmutztem Wasser kommen könnte. xyxy=(52,909,224,918)
de-warning-read-text: WARNUNG: Lesen Sie die GESAMTE Bedienungsanleitung, um sich vor dem Betrieb mit den Produktfunktionen vertraut zu machen. Wird das Produkt nicht korrekt betrieben, kann dies zu Schäden am Produkt oder persönlichem Eigentum führen oder schwere Verletzungen verursachen. xyxy=(233,581,398,595)
list-item: • Usate un compressore o una bomboletta di aria compressa per asciugare il veicolo e togliere l'acqua che potrebbe essere rimasta nelle piccole fessure o negli angoli. xyxy=(598,891,766,900)
list-item: • Utilisez un compresseur d'air ou une bombe d'air comprimé pour sécher le véhicule et vous aider à retirer l'eau logée dans les renfoncements et les recoins. xyxy=(598,399,766,408)
fr-remarque-pressure: REMARQUE : Ne jamais utiliser un nettoyeur haute pression pour nettoyer le véhicule. xyxy=(590,389,766,398)
list-item: • Motor: reinigen Sie den Motor mit einem Aerosol Reiniger und ölen Sie dann die Lager mit leichtem Motoröl. xyxy=(244,937,402,946)
manual-subtitle-2: MANUEL DE L'UTILISATEUR | MANUALE DELL'UTENTE xyxy=(80,52,192,57)
en-wet-maint-list-3 xyxy=(230,423,402,455)
de-register-text: Registrieren Sie Ihr Fahrzeug jetzt und erfahren Sie als erstes alles über optionale Teile, neue Produkte und vieles mehr. Wählen Sie www.ecxrc.com und folgen den Anweisungen des Registrierungs-Links. xyxy=(44,710,216,719)
de-water xyxy=(44,800,224,1070)
fr-counterfeit-warning xyxy=(410,270,766,284)
warning-icon xyxy=(233,580,239,585)
de-erk-hinweis: HINWEIS: Wenn diese Verfahren nicht korrekt befolgt werden, können sich möglicherweise Sachschäden UND geringe oder keine Gefahr von Verletzungen ergeben. xyxy=(47,622,215,632)
de-erk-heading: Erklärung der Begriffe xyxy=(47,603,104,610)
